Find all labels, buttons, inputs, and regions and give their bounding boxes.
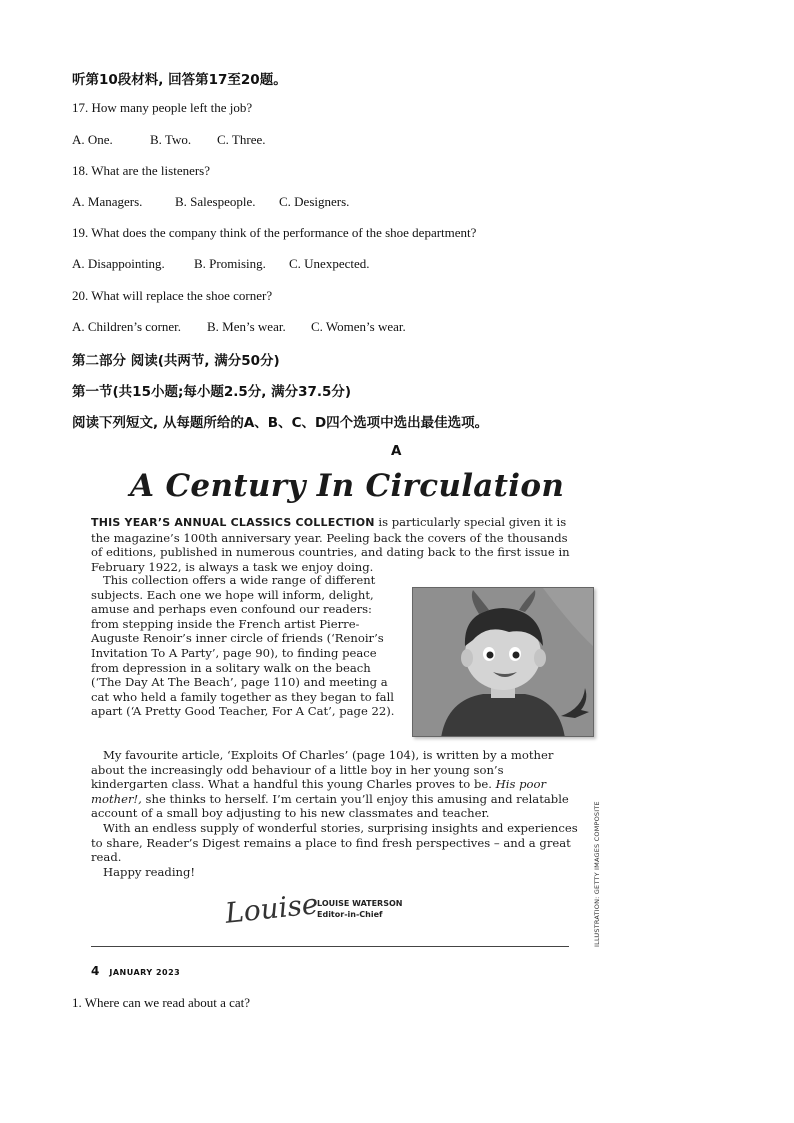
option-b: B. Salespeople.	[175, 194, 256, 209]
para3-b: she thinks to herself. I’m certain you’ll enjoy this amusing and relatable account of a small boy adjusting to his new classmates and teacher.	[91, 791, 569, 821]
question-17: 17. How many people left the job?	[72, 100, 253, 115]
page-footer	[91, 960, 180, 979]
option-c: C. Three.	[217, 132, 266, 147]
para3-a: My favourite article, ‘Exploits Of Charles’ (page 104), is written by a mother about the increasingly odd behaviour of a little boy in her young son’s kindergarten class. What a handful this young Charles proves to be.	[91, 748, 554, 792]
article-lead-paragraph	[91, 515, 579, 574]
listening-section-header: 听第10段材料, 回答第17至20题。	[72, 72, 287, 88]
question-18-options	[72, 194, 349, 210]
editor-name: LOUISE WATERSON	[317, 899, 403, 908]
devil-boy-illustration	[412, 587, 594, 737]
magazine-page-scan	[85, 462, 605, 987]
question-17-options	[72, 132, 266, 148]
question-18: 18. What are the listeners?	[72, 163, 211, 178]
option-c: C. Designers.	[279, 194, 350, 209]
question-19: 19. What does the company think of the performance of the shoe department?	[72, 225, 477, 240]
issue-date: JANUARY 2023	[109, 968, 181, 977]
article-paragraph-2	[91, 573, 396, 719]
closing: Happy reading!	[103, 864, 196, 879]
editor-signature: Louise	[223, 887, 320, 930]
part-2-title: 第二部分 阅读(共两节, 满分50分)	[72, 353, 280, 369]
option-a: A. Children’s corner.	[72, 319, 182, 334]
para3-italic: His poor mother!,	[91, 777, 547, 806]
cartoon-boy-image	[413, 588, 594, 737]
passage-label: A	[391, 443, 402, 459]
option-c: C. Women’s wear.	[311, 319, 406, 334]
article-paragraph-4: With an endless supply of wonderful stories, surprising insights and experiences to share, Reader’s Digest remains a place to find fresh perspectives – and a great read.	[91, 820, 578, 865]
question-20: 20. What will replace the shoe corner?	[72, 288, 273, 303]
illustration-credit: ILLUSTRATION: GETTY IMAGES COMPOSITE	[593, 801, 601, 947]
page-number: 4	[91, 964, 100, 978]
option-a: A. One.	[72, 132, 113, 147]
option-a: A. Managers.	[72, 194, 143, 209]
para2-text: This collection offers a wide range of different subjects. Each one we hope will inform, delight, amuse and perhaps even confound our readers: from stepping inside the French artist Pierre-Auguste Renoir’s inner circle of friends (‘Renoir’s Invitation To A Party’, page 90), to finding peace from depression in a solitary walk on the beach (‘The Day At The Beach’, page 110) and meeting a cat who held a family together as they began to fall apart (‘A Pretty Good Teacher, For A Cat’, page 22).	[91, 573, 395, 719]
footer-divider	[91, 946, 569, 947]
editor-title: Editor-in-Chief	[317, 910, 383, 919]
article-paragraph-3	[91, 748, 579, 879]
section-1-title: 第一节(共15小题;每小题2.5分, 满分37.5分)	[72, 384, 352, 400]
option-b: B. Men’s wear.	[207, 319, 286, 334]
lead-rest: is particularly special given it is the magazine’s 100th anniversary year. Peeling back the covers of the thousands of editions, published in numerous countries, and dating back to the first issue in February 1922, is always a task we enjoy doing.	[91, 515, 570, 574]
question-20-options	[72, 319, 406, 335]
editor-credit	[317, 898, 402, 920]
lead-caps: THIS YEAR’S ANNUAL CLASSICS COLLECTION	[91, 516, 375, 529]
option-b: B. Promising.	[194, 256, 266, 271]
option-c: C. Unexpected.	[289, 256, 370, 271]
option-b: B. Two.	[150, 132, 192, 147]
option-a: A. Disappointing.	[72, 256, 165, 271]
question-19-options	[72, 256, 370, 272]
reading-instruction: 阅读下列短文, 从每题所给的A、B、C、D四个选项中选出最佳选项。	[72, 415, 489, 431]
reading-question-1: 1. Where can we read about a cat?	[72, 995, 251, 1010]
article-title: A Century In Circulation	[130, 468, 565, 504]
